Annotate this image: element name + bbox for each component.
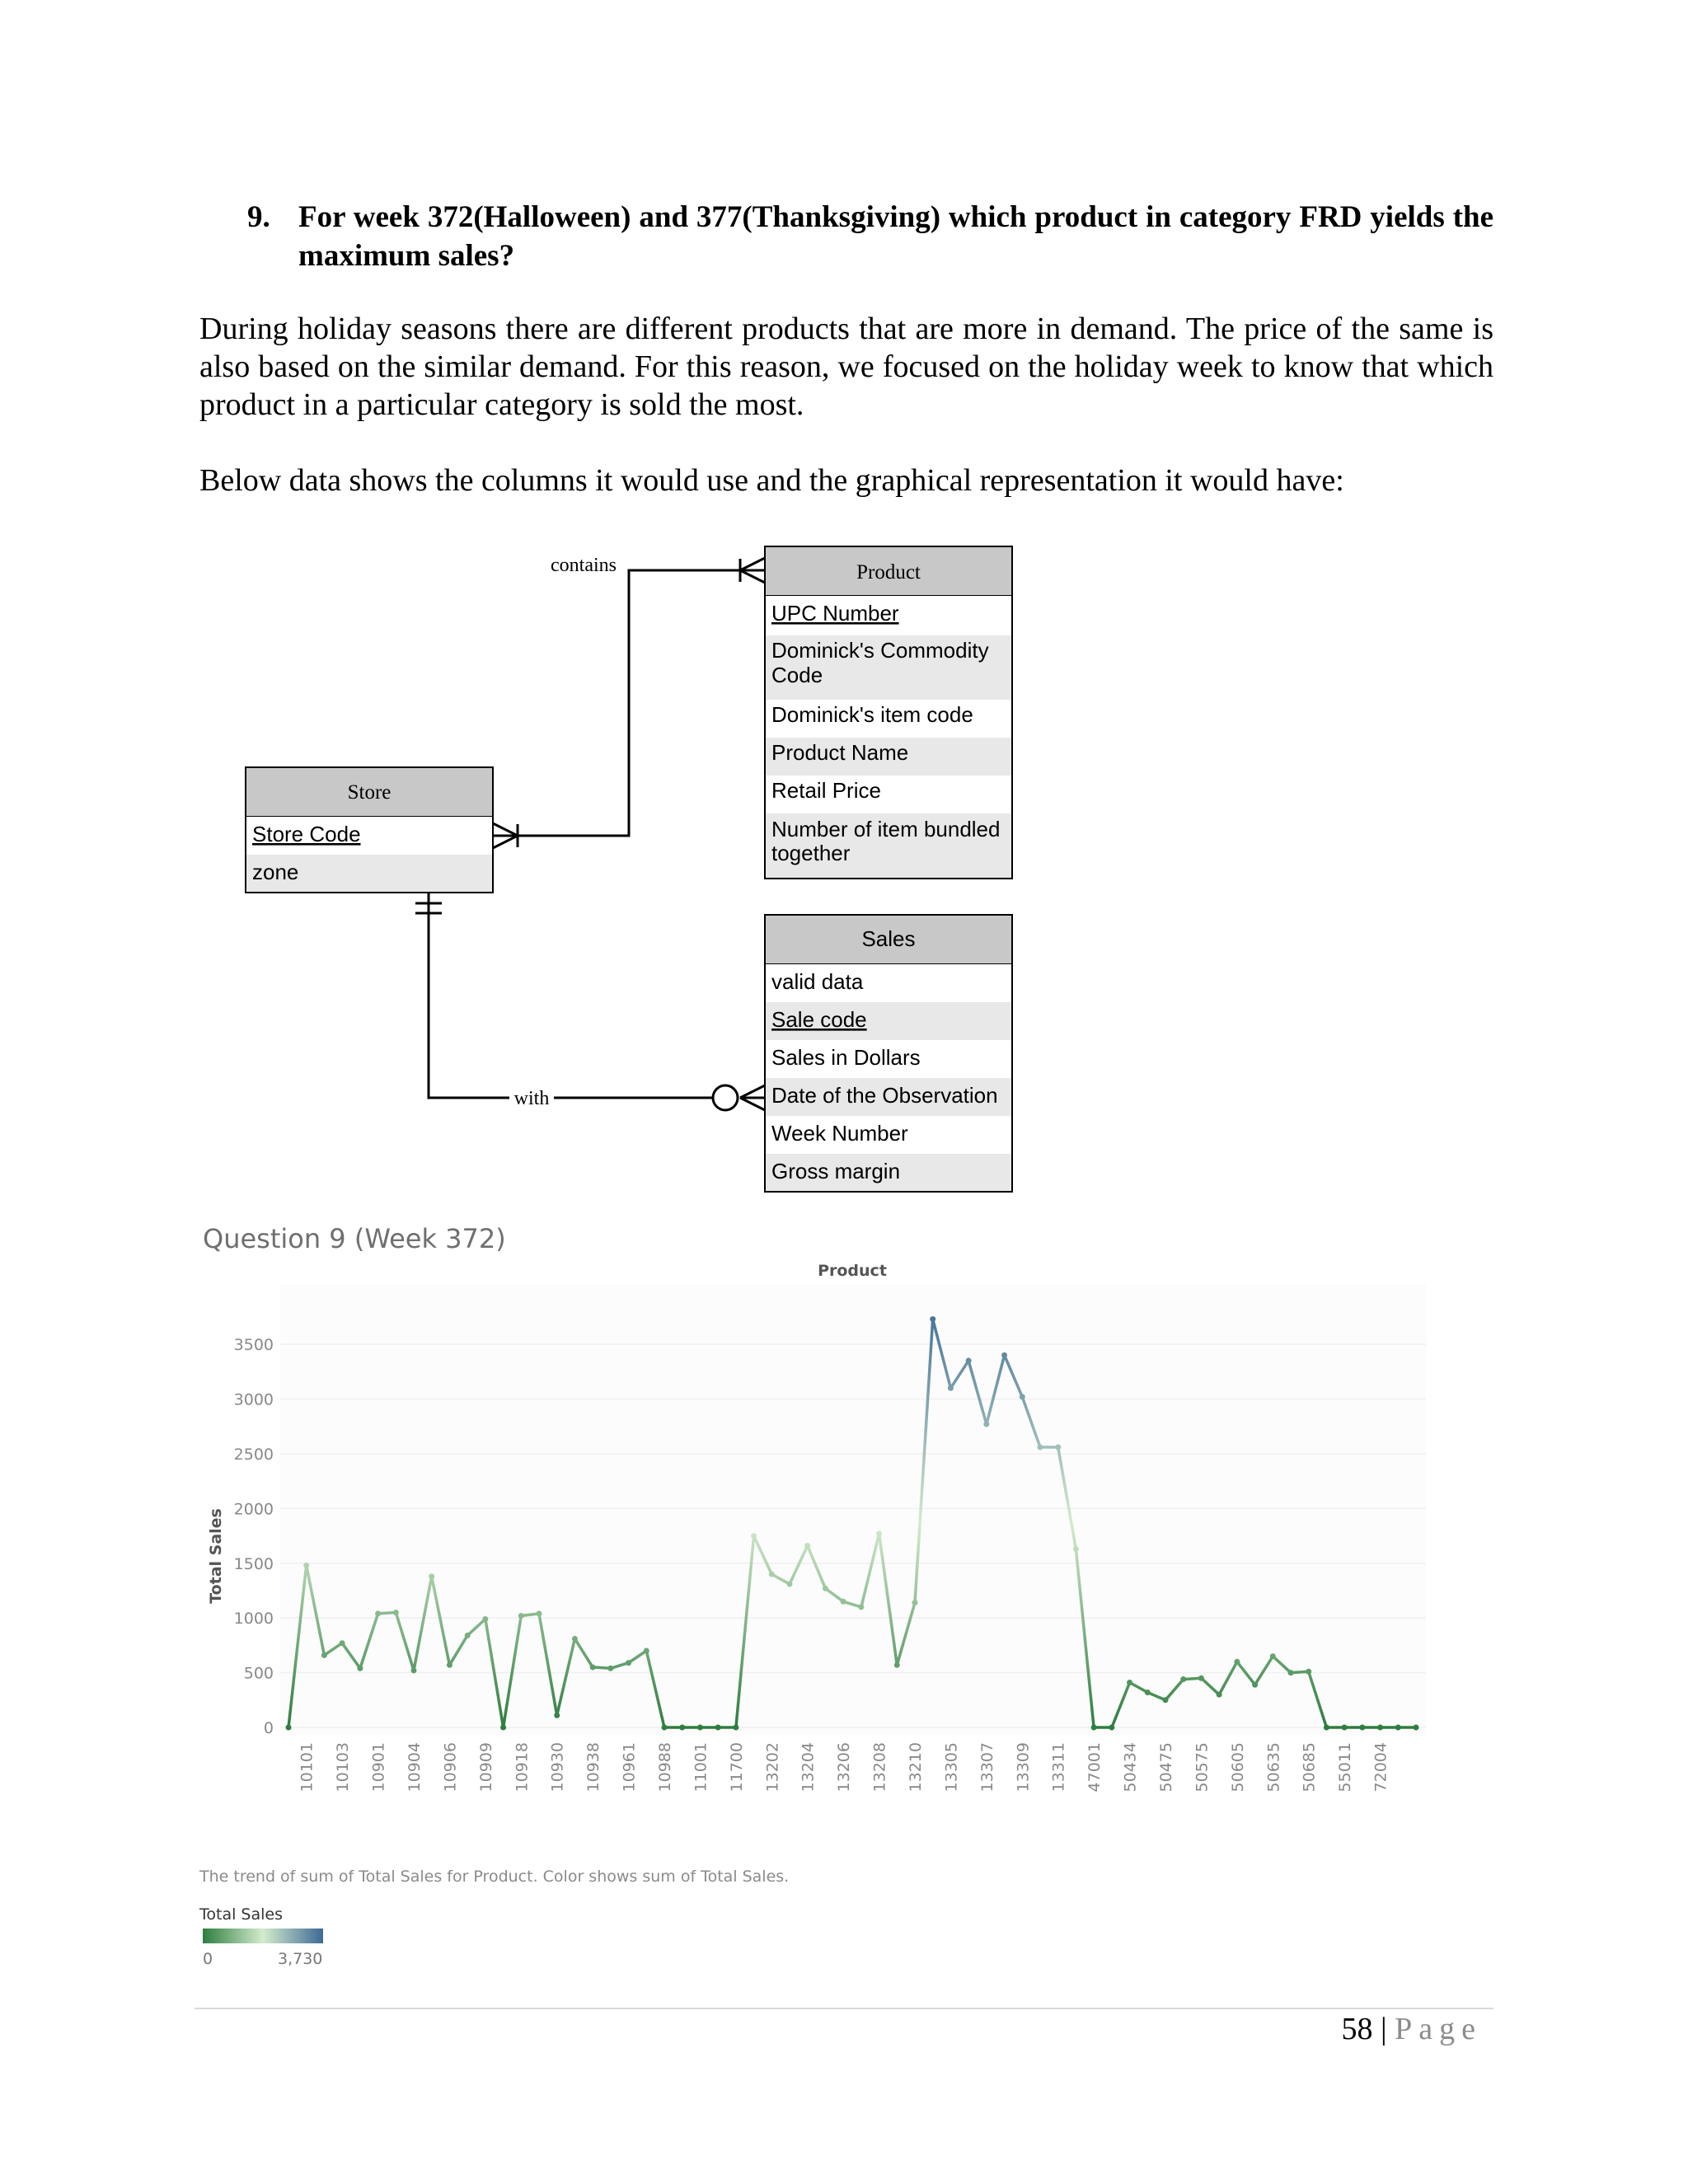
data-point <box>751 1533 757 1539</box>
data-point <box>572 1636 578 1642</box>
data-point <box>1306 1669 1311 1675</box>
product-title: Product <box>856 561 921 583</box>
page-number: 58 <box>1341 2012 1373 2046</box>
data-point <box>876 1530 882 1536</box>
intro-paragraph: During holiday seasons there are different products that are more in demand. The price of the same is also based on the similar demand. For this reason, we focused on the holiday week to know that which product in a particular category is sold the most. <box>199 312 1493 422</box>
data-point <box>429 1573 434 1579</box>
x-tick-label: 10961 <box>620 1742 639 1793</box>
chart-heading: Question 9 (Week 372) <box>203 1223 506 1254</box>
sales-field-date: Date of the Observation <box>771 1083 998 1108</box>
data-point <box>715 1725 721 1731</box>
data-point <box>1127 1680 1132 1685</box>
data-point <box>393 1610 399 1615</box>
y-tick-label: 3500 <box>233 1336 274 1355</box>
legend-min-label: 0 <box>203 1950 213 1968</box>
x-tick-label: 72004 <box>1372 1742 1390 1793</box>
data-point <box>804 1543 810 1549</box>
data-point <box>1414 1725 1419 1731</box>
data-point <box>894 1662 900 1668</box>
data-point <box>1180 1676 1186 1682</box>
legend-title: Total Sales <box>199 1905 283 1924</box>
x-tick-label: 10988 <box>656 1742 674 1793</box>
data-point <box>1288 1670 1294 1675</box>
sales-field-margin: Gross margin <box>771 1159 901 1183</box>
x-tick-label: 50635 <box>1264 1742 1283 1793</box>
data-point <box>1109 1725 1114 1731</box>
x-tick-label: 13206 <box>835 1742 854 1793</box>
y-tick-label: 1000 <box>233 1610 274 1629</box>
x-tick-label: 50575 <box>1193 1742 1212 1793</box>
chart-caption: The trend of sum of Total Sales for Product. Color shows sum of Total Sales. <box>199 1868 790 1886</box>
contains-label: contains <box>551 555 617 576</box>
data-point <box>1145 1690 1151 1695</box>
store-field-zone: zone <box>252 860 299 884</box>
x-tick-label: 50475 <box>1157 1742 1175 1793</box>
x-tick-label: 13210 <box>907 1742 925 1793</box>
data-point <box>500 1725 506 1731</box>
contains-relationship <box>493 558 765 848</box>
grid-lines <box>280 1284 1426 1736</box>
x-tick-label: 11700 <box>727 1742 746 1793</box>
data-point <box>411 1667 417 1673</box>
y-tick-label: 2000 <box>233 1500 274 1519</box>
color-legend-bar <box>203 1929 323 1943</box>
sales-field-code: Sale code <box>771 1007 867 1032</box>
data-point <box>554 1713 560 1718</box>
plot-area <box>280 1284 1426 1736</box>
data-point <box>537 1610 542 1616</box>
page-footer <box>1342 2011 1482 2047</box>
data-point <box>841 1599 846 1605</box>
x-tick-label: 13208 <box>870 1742 889 1793</box>
x-tick-label: 13307 <box>978 1742 996 1793</box>
data-point <box>1163 1697 1169 1703</box>
x-tick-label: 13305 <box>942 1742 961 1793</box>
data-point <box>858 1604 864 1610</box>
product-field-commodity-cont: Code <box>771 663 823 687</box>
data-point <box>1217 1692 1222 1698</box>
y-axis-title: Total Sales <box>207 1508 225 1604</box>
x-tick-label: 10904 <box>406 1742 424 1793</box>
x-tick-label: 10103 <box>334 1742 353 1793</box>
x-tick-label: 10901 <box>369 1742 388 1793</box>
x-tick-label: 50434 <box>1121 1742 1140 1793</box>
x-tick-label: 11001 <box>692 1742 710 1793</box>
data-point <box>607 1666 613 1671</box>
data-point <box>966 1358 972 1364</box>
x-tick-label: 13204 <box>799 1742 818 1793</box>
data-point <box>983 1422 989 1427</box>
product-entity <box>765 546 1012 879</box>
page-word: Page <box>1395 2012 1482 2046</box>
data-point <box>644 1648 649 1654</box>
y-tick-label: 1500 <box>233 1554 274 1573</box>
data-point <box>823 1586 828 1591</box>
data-point <box>769 1572 775 1577</box>
data-point <box>357 1666 363 1671</box>
legend-max-label: 3,730 <box>278 1950 323 1968</box>
store-field-code: Store Code <box>252 822 361 846</box>
data-point <box>1342 1725 1348 1731</box>
y-tick-label: 2500 <box>233 1445 274 1464</box>
data-point <box>912 1600 918 1605</box>
data-point <box>787 1582 793 1587</box>
data-point <box>679 1725 685 1731</box>
data-point <box>1377 1725 1383 1731</box>
sales-field-week: Week Number <box>771 1121 908 1146</box>
data-point <box>1234 1659 1240 1665</box>
x-tick-label: 10938 <box>584 1742 603 1793</box>
sales-line-chart <box>0 1253 1688 1830</box>
y-tick-label: 3000 <box>233 1390 274 1409</box>
question-heading <box>247 198 1493 275</box>
data-point <box>626 1660 631 1666</box>
y-tick-label: 0 <box>263 1719 274 1737</box>
data-point <box>662 1725 668 1731</box>
with-label: with <box>513 1088 550 1109</box>
data-point <box>1020 1394 1025 1399</box>
data-point <box>697 1725 703 1731</box>
sales-field-valid: valid data <box>771 969 864 994</box>
sales-entity <box>765 915 1012 1192</box>
data-point <box>1395 1725 1401 1731</box>
data-point <box>375 1610 381 1616</box>
x-tick-label: 10918 <box>513 1742 532 1793</box>
data-note-paragraph: Below data shows the columns it would use and the graphical representation it would have: <box>199 463 1344 498</box>
data-point <box>930 1316 935 1322</box>
data-point <box>518 1613 524 1619</box>
data-point <box>733 1725 738 1731</box>
x-tick-label: 50685 <box>1300 1742 1319 1793</box>
x-tick-label: 50605 <box>1228 1742 1247 1793</box>
x-axis <box>298 1742 1390 1792</box>
with-relationship <box>415 893 765 1110</box>
data-point <box>1073 1546 1079 1552</box>
page-separator: | <box>1381 2012 1387 2046</box>
data-point <box>447 1662 452 1668</box>
product-field-name: Product Name <box>771 740 909 765</box>
data-point <box>1091 1725 1097 1731</box>
x-tick-label: 10101 <box>298 1742 316 1793</box>
data-point <box>1038 1444 1043 1450</box>
data-point <box>482 1616 488 1622</box>
x-tick-label: 13202 <box>763 1742 782 1793</box>
data-point <box>1055 1444 1061 1450</box>
data-point <box>590 1664 596 1670</box>
data-point <box>1324 1725 1329 1731</box>
data-point <box>948 1385 954 1391</box>
product-field-bundled: Number of item bundled <box>771 817 1001 841</box>
x-tick-label: 10930 <box>548 1742 567 1793</box>
data-point <box>1359 1725 1365 1731</box>
data-point <box>1198 1675 1204 1681</box>
x-tick-label: 13309 <box>1014 1742 1033 1793</box>
sales-title: Sales <box>861 926 916 951</box>
product-field-commodity: Dominick's Commodity <box>771 638 989 663</box>
data-point <box>1001 1352 1007 1358</box>
y-axis <box>234 1336 274 1737</box>
product-field-item-code: Dominick's item code <box>771 702 973 727</box>
product-field-bundled-cont: together <box>771 841 851 865</box>
footer-divider <box>195 2008 1493 2009</box>
product-field-price: Retail Price <box>771 778 881 803</box>
data-point <box>286 1725 292 1731</box>
data-point <box>1252 1682 1258 1688</box>
question-text: For week 372(Halloween) and 377(Thanksgiving) which product in category FRD yields the maximum sales? <box>298 200 1493 273</box>
data-point <box>321 1652 327 1658</box>
store-title: Store <box>347 781 392 804</box>
store-entity <box>246 767 493 893</box>
x-tick-label: 13311 <box>1049 1742 1068 1793</box>
data-point <box>340 1640 345 1646</box>
x-tick-label: 47001 <box>1085 1742 1104 1793</box>
er-diagram <box>0 527 1688 1212</box>
x-tick-label: 10909 <box>476 1742 495 1793</box>
data-point <box>465 1633 471 1638</box>
y-tick-label: 500 <box>243 1664 274 1683</box>
x-axis-header: Product <box>818 1262 887 1280</box>
data-point <box>1270 1653 1276 1659</box>
x-tick-label: 10906 <box>441 1742 460 1793</box>
question-number: 9. <box>247 200 270 234</box>
data-point <box>303 1563 309 1568</box>
x-tick-label: 55011 <box>1336 1742 1355 1793</box>
product-field-upc: UPC Number <box>771 601 899 626</box>
sales-field-dollars: Sales in Dollars <box>771 1045 921 1070</box>
